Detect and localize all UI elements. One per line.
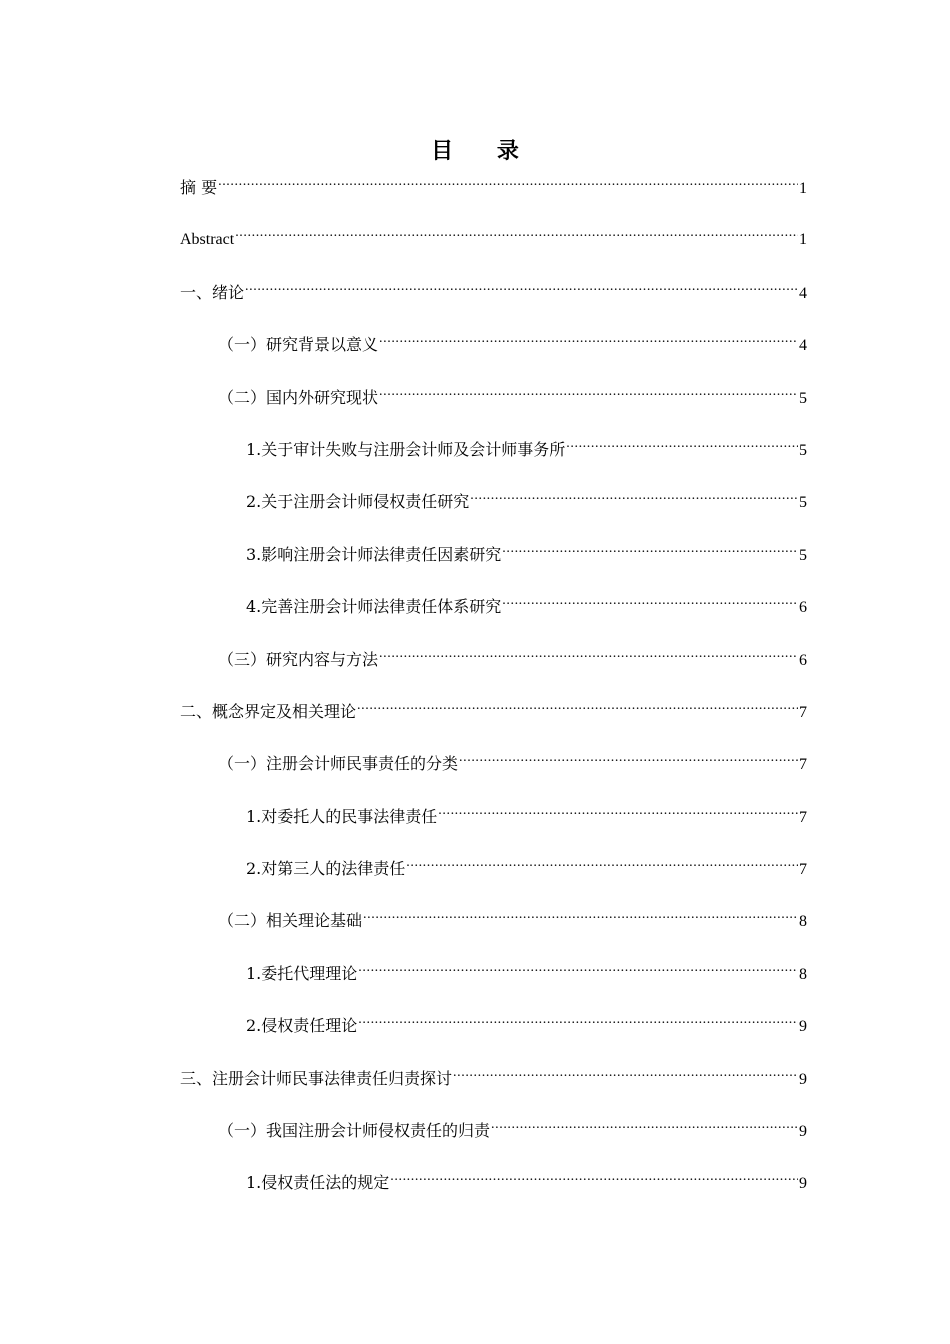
dot-leader: [566, 439, 798, 455]
toc-entry-label: 2.侵权责任理论: [246, 1016, 358, 1036]
dot-leader: [502, 596, 798, 612]
toc-entry[interactable]: [180, 488, 807, 540]
dot-leader: [218, 177, 798, 193]
toc-entry-label: 1.对委托人的民事法律责任: [246, 806, 438, 826]
toc-entry[interactable]: [180, 226, 807, 278]
toc-entry-label: 二、概念界定及相关理论: [180, 701, 357, 721]
toc-entry-page: 9: [799, 1070, 807, 1088]
toc-entry[interactable]: [180, 750, 807, 802]
toc-entry-label: （二）相关理论基础: [218, 911, 363, 931]
dot-leader: [438, 806, 798, 822]
dot-leader: [453, 1068, 798, 1084]
toc-entry[interactable]: [180, 279, 807, 331]
toc-entry-page: 5: [799, 441, 807, 459]
toc-entry-page: 1: [799, 231, 807, 249]
toc-title: 目 录: [431, 138, 537, 164]
toc-entry[interactable]: [180, 803, 807, 855]
toc-entry-label: （二）国内外研究现状: [218, 387, 379, 407]
toc-entry-page: 7: [799, 756, 807, 774]
toc-entry-page: 4: [799, 337, 807, 355]
toc-entry-page: 7: [799, 861, 807, 879]
toc-entry-page: 9: [799, 1175, 807, 1193]
dot-leader: [379, 649, 798, 665]
toc-entry-page: 9: [799, 1018, 807, 1036]
toc-entry[interactable]: [180, 384, 807, 436]
toc-entry[interactable]: [180, 960, 807, 1012]
dot-leader: [358, 963, 798, 979]
dot-leader: [363, 910, 798, 926]
toc-entry-label: 2.对第三人的法律责任: [246, 859, 406, 879]
toc-entry-label: （一）研究背景以意义: [218, 335, 379, 355]
dot-leader: [491, 1120, 798, 1136]
toc-entry-label: 1.委托代理理论: [246, 963, 358, 983]
toc-entry-page: 7: [799, 703, 807, 721]
toc-entry[interactable]: [180, 855, 807, 907]
toc-entry[interactable]: [180, 1065, 807, 1117]
toc-entry-label: 3.影响注册会计师法律责任因素研究: [246, 544, 502, 564]
dot-leader: [459, 753, 798, 769]
toc-entry-label: 2.关于注册会计师侵权责任研究: [246, 492, 470, 512]
toc-entry[interactable]: [180, 174, 807, 226]
toc-entry-page: 1: [799, 180, 807, 197]
toc-entry-page: 8: [799, 913, 807, 931]
toc-entry-label: 1.关于审计失败与注册会计师及会计师事务所: [246, 439, 566, 459]
toc-entry[interactable]: [180, 698, 807, 750]
dot-leader: [379, 334, 798, 350]
toc-entry-label: 三、注册会计师民事法律责任归责探讨: [180, 1068, 453, 1088]
dot-leader: [406, 858, 798, 874]
toc-entry[interactable]: [180, 646, 807, 698]
toc-entry-page: 5: [799, 546, 807, 564]
dot-leader: [379, 387, 798, 403]
toc-entry-page: 6: [799, 599, 807, 617]
toc-entry-label: （三）研究内容与方法: [218, 649, 379, 669]
toc-entry[interactable]: [180, 1012, 807, 1064]
toc-entry-label: 摘 要: [180, 178, 218, 197]
toc-entry-page: 8: [799, 965, 807, 983]
dot-leader: [245, 282, 798, 298]
toc-entry[interactable]: [180, 541, 807, 593]
dot-leader: [357, 701, 798, 717]
toc-entry[interactable]: [180, 331, 807, 383]
toc-entry-page: 5: [799, 389, 807, 407]
toc-entry[interactable]: [180, 593, 807, 645]
toc-entry-label: 一、绪论: [180, 282, 245, 302]
toc-entry-label: （一）注册会计师民事责任的分类: [218, 754, 459, 774]
toc-entry[interactable]: [180, 436, 807, 488]
toc-entry-page: 6: [799, 651, 807, 669]
dot-leader: [470, 491, 798, 507]
toc-entry[interactable]: [180, 907, 807, 959]
toc-entry-page: 4: [799, 284, 807, 302]
toc-entry-label: Abstract: [180, 231, 235, 249]
dot-leader: [235, 228, 798, 244]
toc-list: [180, 174, 807, 1222]
toc-entry-page: 7: [799, 808, 807, 826]
toc-entry[interactable]: [180, 1169, 807, 1221]
toc-entry-page: 5: [799, 494, 807, 512]
toc-entry-label: 4.完善注册会计师法律责任体系研究: [246, 597, 502, 617]
dot-leader: [358, 1015, 798, 1031]
dot-leader: [390, 1172, 798, 1188]
toc-entry-label: （一）我国注册会计师侵权责任的归责: [218, 1121, 491, 1141]
toc-entry-label: 1.侵权责任法的规定: [246, 1173, 390, 1193]
toc-entry[interactable]: [180, 1117, 807, 1169]
dot-leader: [502, 544, 798, 560]
toc-entry-page: 9: [799, 1123, 807, 1141]
